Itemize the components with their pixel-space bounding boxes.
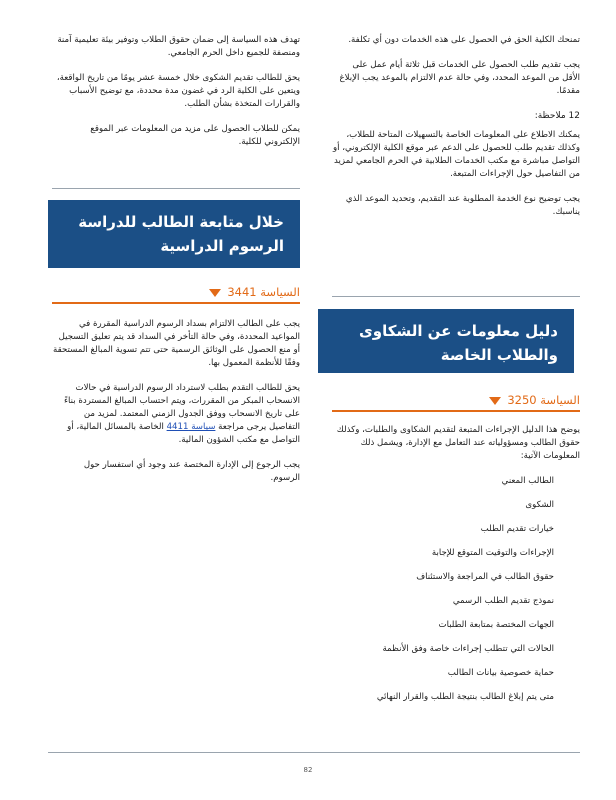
left-divider: [52, 188, 300, 189]
list-item: الشكوى: [525, 500, 554, 510]
list-item: الإجراءات والتوقيت المتوقع للإجابة: [431, 548, 554, 558]
left-policy-para-3: يجب الرجوع إلى الإدارة المختصة عند وجود أي استفسار حول الرسوم.: [83, 460, 300, 483]
policy-3250-text: السياسة 3250: [507, 393, 580, 407]
policy-3250-label: [332, 392, 580, 408]
left-policy-para-1: يجب على الطالب الالتزام بسداد الرسوم الدراسية المقررة في المواعيد المحددة، وفي حالة التأخر في السداد قد يتم تعليق التسجيل أو منع الحصول على الوثائق الرسمية حتى تتم تسوية المبالغ المستحقة وفقًا للأنظمة المعمول بها.: [53, 319, 300, 368]
policy-3441-rule: [52, 302, 300, 304]
policy-3250-rule: [332, 410, 580, 412]
list-item: نموذج تقديم الطلب الرسمي: [452, 596, 554, 606]
list-item: الطالب المعني: [501, 476, 554, 486]
list-item: حماية خصوصية بيانات الطالب: [447, 668, 554, 678]
left-para-2: يحق للطالب تقديم الشكوى خلال خمسة عشر يومًا من تاريخ الواقعة، ويتعين على الكلية الرد في غضون مدة محددة، مع توضيح الأسباب والقرارات المتخذة بشأن الطلب.: [56, 73, 300, 109]
triangle-down-icon: [209, 289, 221, 297]
left-policy-section: [52, 318, 300, 497]
tuition-banner-line-1: خلال متابعة الطالب للدراسة: [78, 213, 284, 231]
left-column: [52, 34, 300, 161]
left-policy-para-2-start: يحق للطالب التقدم بطلب لاسترداد الرسوم الدراسية في حالات الانسحاب المبكر من المقررات، ويتم احتساب المبالغ المستردة بناءً على تاريخ الانسحاب ووفق الجدول الزمني المعتمد. لمزيد من التفاصيل يرجى مراجعة: [64, 383, 300, 432]
policy-4411-link[interactable]: سياسة 4411: [166, 422, 216, 432]
policy-3441-text: السياسة 3441: [227, 285, 300, 299]
page-number: 82: [303, 766, 313, 774]
complaints-banner-line-2: والطلاب الخاصة: [440, 346, 558, 364]
footer-rule: [48, 752, 580, 753]
left-para-3: يمكن للطلاب الحصول على مزيد من المعلومات عبر الموقع الإلكتروني للكلية.: [90, 124, 300, 147]
policy-3441-label: [52, 284, 300, 300]
right-list: [332, 475, 580, 704]
right-para-1: تمنحك الكلية الحق في الحصول على هذه الخدمات دون أي تكلفة.: [348, 35, 580, 45]
right-para-3: يمكنك الاطلاع على المعلومات الخاصة بالتسهيلات المتاحة للطلاب، وكذلك تقديم طلب للحصول على الدعم عبر موقع الكلية الإلكتروني، أو التواصل مباشرة مع مكتب الخدمات الطلابية في الحرم الجامعي لمزيد من التفاصيل حول الإجراءات المتبعة.: [332, 130, 580, 179]
right-para-4: يجب توضيح نوع الخدمة المطلوبة عند التقديم، وتحديد الموعد الذي يناسبك.: [345, 194, 580, 217]
left-para-1: تهدف هذه السياسة إلى ضمان حقوق الطلاب وتوفير بيئة تعليمية آمنة ومنصفة للجميع داخل الحرم الجامعي.: [57, 35, 300, 58]
list-item: متى يتم إبلاغ الطالب بنتيجة الطلب والقرار النهائي: [376, 692, 554, 702]
triangle-down-icon: [489, 397, 501, 405]
right-list-section: [332, 424, 580, 715]
right-para-2: يجب تقديم طلب الحصول على الخدمات قبل ثلاثة أيام عمل على الأقل من الموعد المحدد، وفي حالة عدم الالتزام بالموعد يجب الإبلاغ مقدمًا.: [339, 60, 580, 96]
note-heading: 12 ملاحظة:: [534, 111, 580, 121]
list-item: الحالات التي تتطلب إجراءات خاصة وفق الأنظمة: [382, 644, 554, 654]
left-policy-para-2: [52, 382, 300, 447]
list-item: خيارات تقديم الطلب: [480, 524, 554, 534]
tuition-banner: [48, 200, 300, 268]
left-policy-para-2-end: الخاصة بالمسائل المالية، أو التواصل مع مكتب الشؤون المالية.: [67, 422, 300, 445]
list-item: الجهات المختصة بمتابعة الطلبات: [438, 620, 554, 630]
right-column: [332, 34, 580, 231]
tuition-banner-line-2: الرسوم الدراسية: [160, 237, 284, 255]
right-divider: [332, 296, 580, 297]
list-item: حقوق الطالب في المراجعة والاستئناف: [416, 572, 554, 582]
right-list-intro: يوضح هذا الدليل الإجراءات المتبعة لتقديم الشكاوى والطلبات، وكذلك حقوق الطالب ومسؤولياته عند التعامل مع الإدارة، ويشمل ذلك المعلومات الآتية:: [336, 425, 580, 461]
complaints-banner-line-1: دليل معلومات عن الشكاوى: [359, 322, 558, 340]
complaints-banner: [318, 309, 574, 373]
